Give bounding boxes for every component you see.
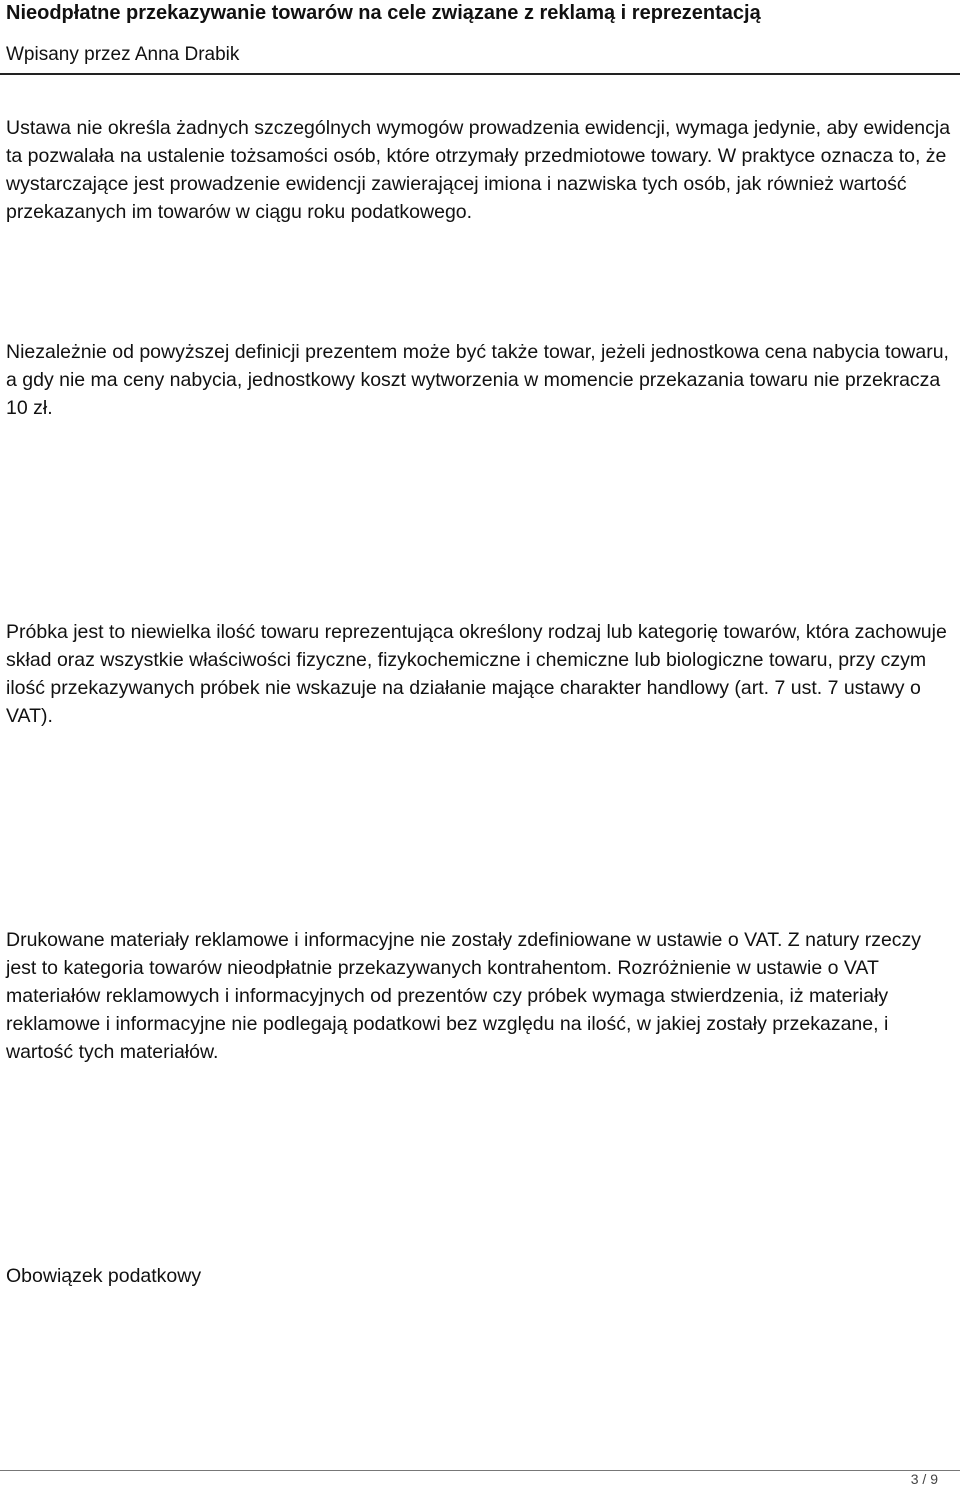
page-number: 3 / 9 (910, 1471, 938, 1487)
paragraph-sample-definition: Próbka jest to niewielka ilość towaru reprezentująca określony rodzaj lub kategorię towarów, która zachowuje skład oraz wszystkie właściwości fizyczne, fizykochemiczne i chemiczne lub biologiczne towaru, przy czym ilość przekazywanych próbek nie wskazuje na działanie mające charakter handlowy (art. 7 ust. 7 ustawy o VAT). (6, 621, 947, 727)
page-title: Nieodpłatne przekazywanie towarów na cele związane z reklamą i reprezentacją (6, 2, 761, 24)
paragraph-evidence: Ustawa nie określa żadnych szczególnych wymogów prowadzenia ewidencji, wymaga jedynie, aby ewidencja ta pozwalała na ustalenie tożsamości osób, które otrzymały przedmiotowe towary. W praktyce oznacza to, że wystarczające jest prowadzenie ewidencji zawierającej imiona i nazwiska tych osób, jak również wartość przekazanych im towarów w ciągu roku podatkowego. (6, 117, 951, 223)
paragraph-gift-definition: Niezależnie od powyższej definicji prezentem może być także towar, jeżeli jednostkowa cena nabycia towaru, a gdy nie ma ceny nabycia, jednostkowy koszt wytworzenia w momencie przekazania towaru nie przekracza 10 zł. (6, 341, 949, 419)
paragraph-printed-materials: Drukowane materiały reklamowe i informacyjne nie zostały zdefiniowane w ustawie o VAT. Z natury rzeczy jest to kategoria towarów nieodpłatnie przekazywanych kontrahentom. Rozróżnienie w ustawie o VAT materiałów reklamowych i informacyjnych od prezentów czy próbek wymaga stwierdzenia, iż materiały reklamowe i informacyjne nie podlegają podatkowi bez względu na ilość, w jakiej zostały przekazane, i wartość tych materiałów. (6, 929, 922, 1063)
author-line: Wpisany przez Anna Drabik (6, 44, 240, 65)
footer-divider (0, 1470, 960, 1471)
section-heading-tax-obligation: Obowiązek podatkowy (6, 1265, 202, 1287)
header-divider (0, 73, 960, 75)
